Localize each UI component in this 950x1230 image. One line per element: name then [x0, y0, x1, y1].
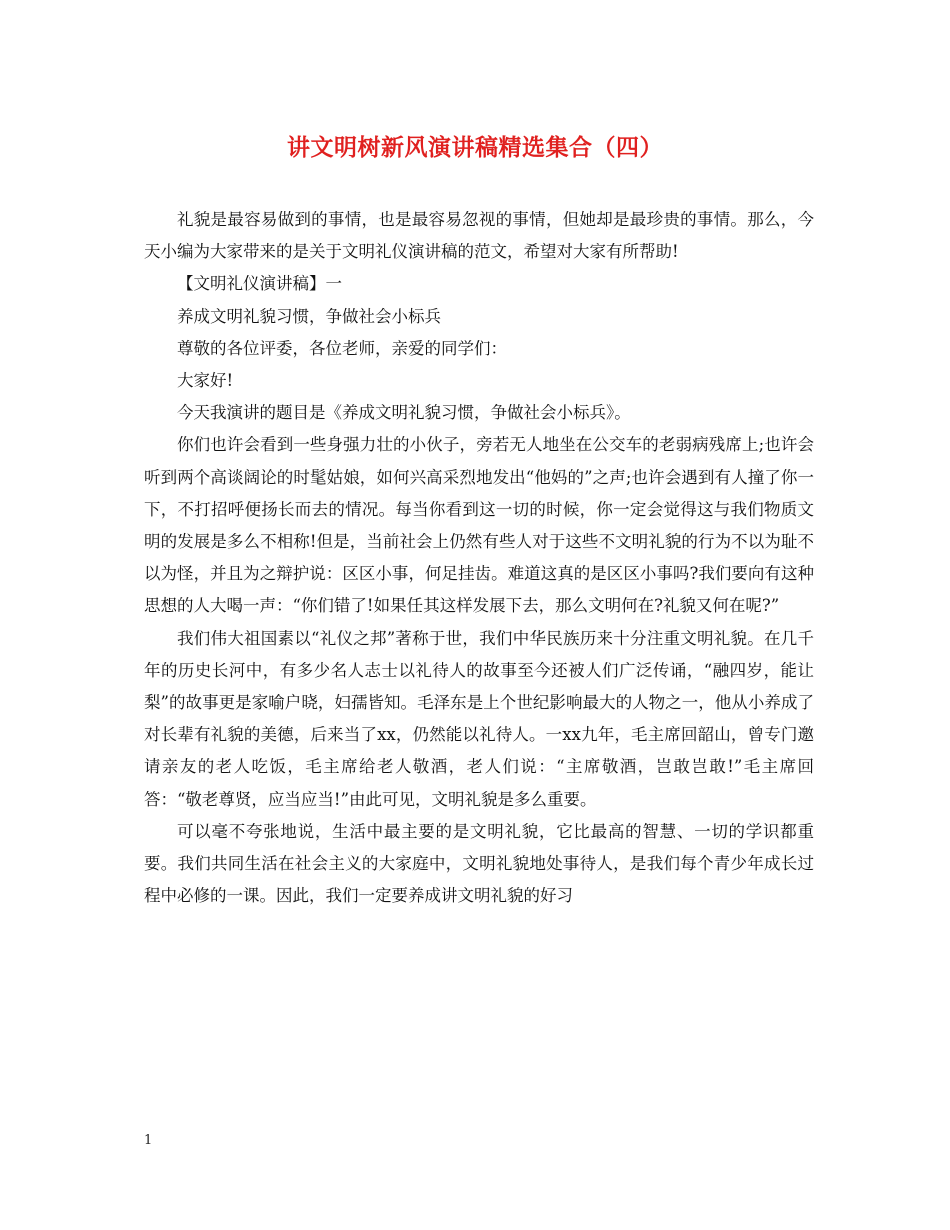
document-title: 讲文明树新风演讲稿精选集合（四） — [287, 134, 663, 161]
page-number: 1 — [144, 1133, 153, 1148]
paragraph-greeting: 大家好! — [177, 371, 234, 391]
paragraph-body-2: 我们伟大祖国素以“礼仪之邦”著称于世，我们中华民族历来十分注重文明礼貌。在几千年的历史长河中，有多少名人志士以礼待人的故事至今还被人们广泛传诵，“融四岁，能让梨”的故事更是家喻户晓，妇孺皆知。毛泽东是上个世纪影响最大的人物之一，他从小养成了对长辈有礼貌的美德，后来当了xx，仍然能以礼待人。一xx九年，毛主席回韶山，曾专门邀请亲友的老人吃饭，毛主席给老人敬酒，老人们说：“主席敬酒，岂敢岂敢!”毛主席回答：“敬老尊贤，应当应当!”由此可见，文明礼貌是多么重要。 — [144, 628, 814, 809]
paragraph-intro: 礼貌是最容易做到的事情，也是最容易忽视的事情，但她却是最珍贵的事情。那么，今天小编为大家带来的是关于文明礼仪演讲稿的范文，希望对大家有所帮助! — [144, 210, 814, 262]
paragraph-body-3: 可以毫不夸张地说，生活中最主要的是文明礼貌，它比最高的智慧、一切的学识都重要。我们共同生活在社会主义的大家庭中，文明礼貌地处事待人，是我们每个青少年成长过程中必修的一课。因此，我们一定要养成讲文明礼貌的好习 — [144, 821, 814, 906]
paragraph-section-heading: 【文明礼仪演讲稿】一 — [177, 274, 342, 294]
document-body — [144, 204, 814, 912]
paragraph-speech-title: 养成文明礼貌习惯，争做社会小标兵 — [177, 306, 441, 326]
paragraph-body-1: 你们也许会看到一些身强力壮的小伙子，旁若无人地坐在公交车的老弱病残席上;也许会听到两个高谈阔论的时髦姑娘，如何兴高采烈地发出“他妈的”之声;也许会遇到有人撞了你一下，不打招呼便扬长而去的情况。每当你看到这一切的时候，你一定会觉得这与我们物质文明的发展是多么不相称!但是，当前社会上仍然有些人对于这些不文明礼貌的行为不以为耻不以为怪，并且为之辩护说：区区小事，何足挂齿。难道这真的是区区小事吗?我们要向有这种思想的人大喝一声：“你们错了!如果任其这样发展下去，那么文明何在?礼貌又何在呢?” — [144, 435, 814, 616]
paragraph-salutation: 尊敬的各位评委，各位老师，亲爱的同学们： — [177, 338, 507, 358]
paragraph-topic: 今天我演讲的题目是《养成文明礼貌习惯，争做社会小标兵》。 — [177, 403, 631, 423]
